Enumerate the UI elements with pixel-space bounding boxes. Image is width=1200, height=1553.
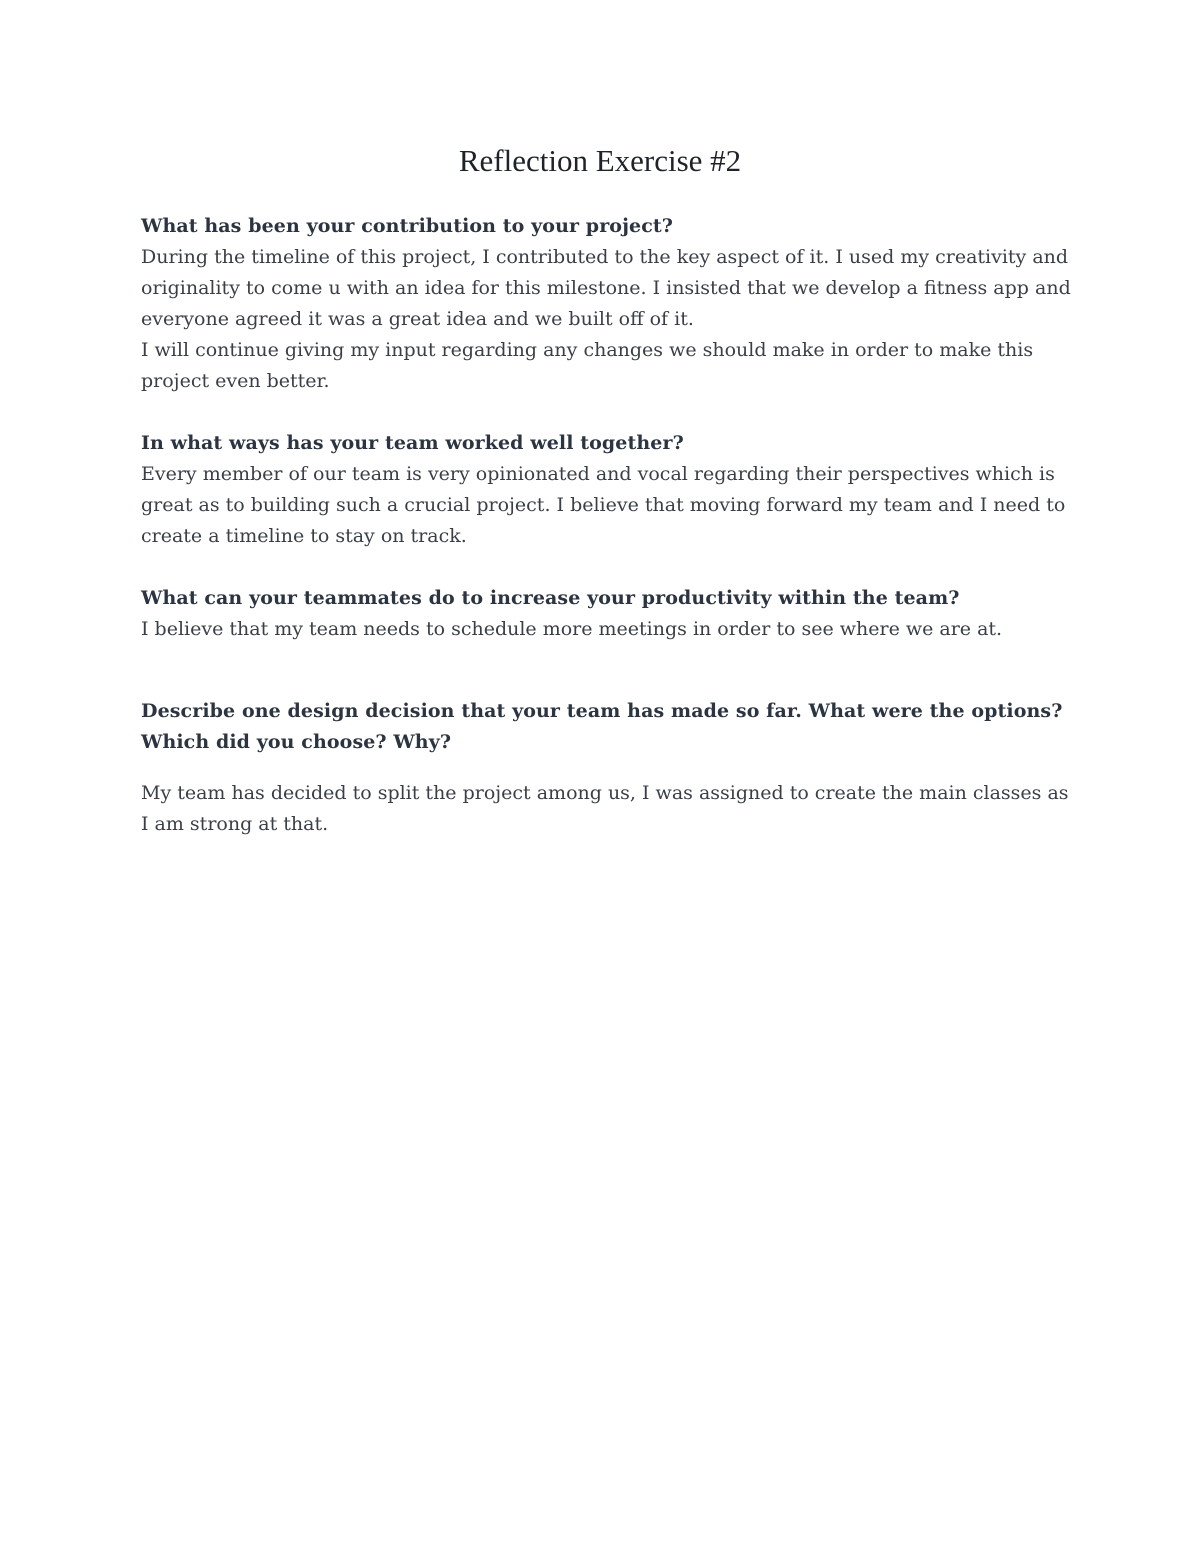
section-spacer: [141, 397, 1071, 428]
document-body: [141, 211, 1071, 840]
section-spacer: [141, 552, 1071, 583]
section-teamwork: [141, 428, 1071, 552]
question-heading: What has been your contribution to your project?: [141, 215, 674, 237]
section-spacer: [141, 645, 1071, 696]
section-productivity: [141, 583, 1071, 645]
question-heading: Describe one design decision that your team has made so far. What were the options? Which did you choose? Why?: [141, 700, 1063, 753]
document-title: Reflection Exercise #2: [458, 143, 742, 178]
answer-paragraph: I believe that my team needs to schedule more meetings in order to see where we are at.: [141, 618, 1003, 640]
answer-paragraph: I will continue giving my input regarding any changes we should make in order to make this project even better.: [141, 339, 1034, 392]
answer-paragraph: My team has decided to split the project among us, I was assigned to create the main classes as I am strong at that.: [141, 782, 1069, 835]
section-contribution: [141, 211, 1071, 397]
paragraph-spacer: [141, 758, 1071, 778]
answer-paragraph: During the timeline of this project, I contributed to the key aspect of it. I used my creativity and originality to come u with an idea for this milestone. I insisted that we develop a fitness app and everyone agreed it was a great idea and we built off of it.: [141, 246, 1071, 330]
answer-paragraph: Every member of our team is very opinionated and vocal regarding their perspectives which is great as to building such a crucial project. I believe that moving forward my team and I need to create a timeline to stay on track.: [141, 463, 1066, 547]
section-design-decision: [141, 696, 1071, 840]
question-heading: In what ways has your team worked well together?: [141, 432, 684, 454]
question-heading: What can your teammates do to increase your productivity within the team?: [141, 587, 960, 609]
